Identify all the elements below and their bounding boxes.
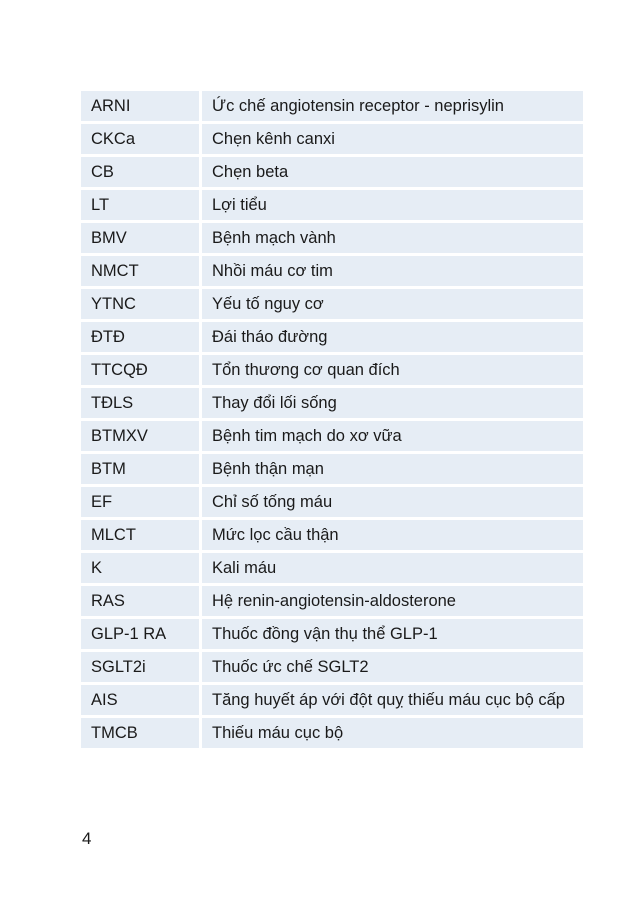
table-row [81,586,583,616]
abbreviation-cell: MLCT [81,520,202,550]
abbreviation-cell: CB [81,157,202,187]
meaning-cell: Bệnh tim mạch do xơ vữa [202,421,583,451]
table-row [81,124,583,154]
abbreviation-cell: K [81,553,202,583]
table-row [81,520,583,550]
table-row [81,652,583,682]
abbreviation-cell: NMCT [81,256,202,286]
abbreviation-cell: AIS [81,685,202,715]
table-row [81,91,583,121]
abbreviation-cell: EF [81,487,202,517]
table-row [81,553,583,583]
meaning-cell: Chẹn beta [202,157,583,187]
meaning-cell: Chẹn kênh canxi [202,124,583,154]
abbreviation-cell: TĐLS [81,388,202,418]
meaning-cell: Tăng huyết áp với đột quỵ thiếu máu cục bộ cấp [202,685,583,715]
abbreviation-cell: BTM [81,454,202,484]
table-row [81,256,583,286]
meaning-cell: Tổn thương cơ quan đích [202,355,583,385]
meaning-cell: Thuốc đồng vận thụ thể GLP-1 [202,619,583,649]
abbreviation-cell: GLP-1 RA [81,619,202,649]
abbreviation-cell: BTMXV [81,421,202,451]
abbreviation-cell: BMV [81,223,202,253]
table-row [81,685,583,715]
meaning-cell: Thiếu máu cục bộ [202,718,583,748]
meaning-cell: Đái tháo đường [202,322,583,352]
meaning-cell: Bệnh mạch vành [202,223,583,253]
meaning-cell: Hệ renin-angiotensin-aldosterone [202,586,583,616]
abbreviation-cell: RAS [81,586,202,616]
abbreviation-table-body [81,91,583,748]
table-row [81,421,583,451]
table-row [81,289,583,319]
table-row [81,223,583,253]
meaning-cell: Lợi tiểu [202,190,583,220]
table-row [81,454,583,484]
abbreviation-cell: TMCB [81,718,202,748]
abbreviation-cell: ARNI [81,91,202,121]
meaning-cell: Kali máu [202,553,583,583]
table-row [81,487,583,517]
table-row [81,355,583,385]
meaning-cell: Thuốc ức chế SGLT2 [202,652,583,682]
abbreviation-cell: YTNC [81,289,202,319]
table-row [81,157,583,187]
meaning-cell: Mức lọc cầu thận [202,520,583,550]
abbreviation-cell: SGLT2i [81,652,202,682]
meaning-cell: Yếu tố nguy cơ [202,289,583,319]
meaning-cell: Thay đổi lối sống [202,388,583,418]
table-row [81,190,583,220]
table-row [81,718,583,748]
table-row [81,619,583,649]
meaning-cell: Ức chế angiotensin receptor - neprisylin [202,91,583,121]
abbreviation-cell: LT [81,190,202,220]
abbreviation-cell: ĐTĐ [81,322,202,352]
meaning-cell: Nhồi máu cơ tim [202,256,583,286]
abbreviation-cell: CKCa [81,124,202,154]
abbreviation-table [81,88,583,751]
table-row [81,322,583,352]
page-number: 4 [82,829,92,848]
abbreviation-cell: TTCQĐ [81,355,202,385]
meaning-cell: Chỉ số tống máu [202,487,583,517]
table-row [81,388,583,418]
meaning-cell: Bệnh thận mạn [202,454,583,484]
